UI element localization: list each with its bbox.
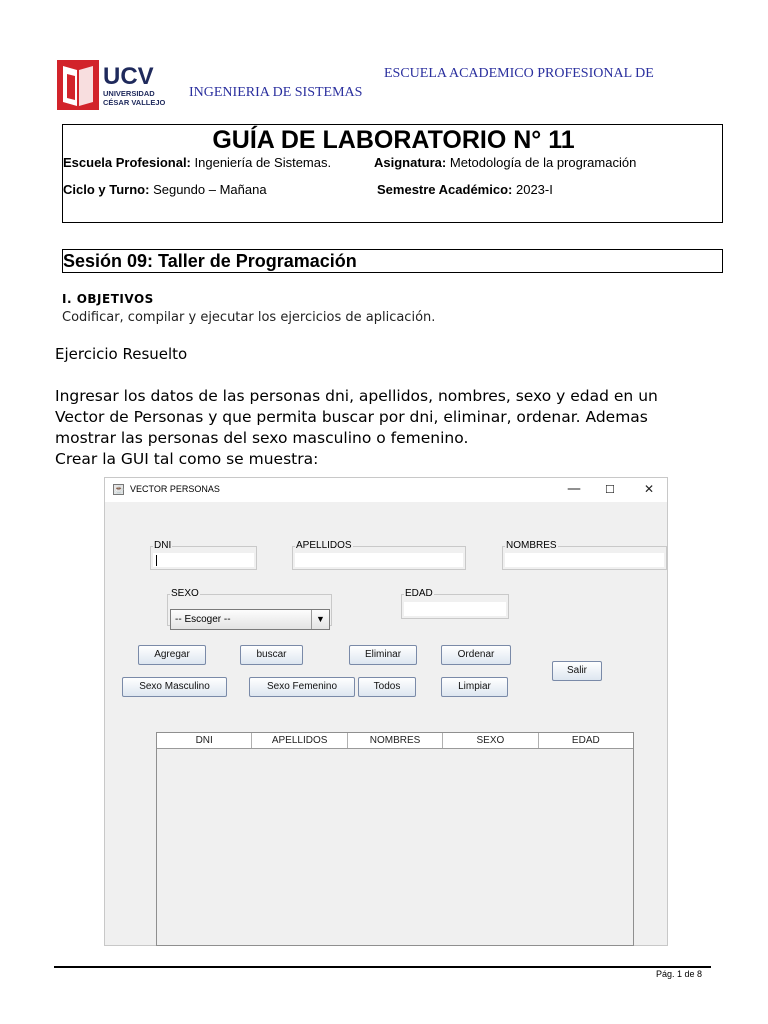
edad-field bbox=[401, 589, 509, 619]
asignatura-value: Metodología de la programación bbox=[449, 155, 637, 170]
paragraph-line: mostrar las personas del sexo masculino o femenino. bbox=[55, 429, 469, 447]
asignatura-row bbox=[374, 155, 636, 170]
eliminar-button[interactable]: Eliminar bbox=[349, 645, 417, 665]
java-icon: ☕ bbox=[114, 485, 124, 494]
nombres-input[interactable] bbox=[505, 553, 664, 567]
column-header-nombres[interactable]: NOMBRES bbox=[348, 733, 443, 748]
dni-input[interactable] bbox=[153, 553, 254, 567]
ciclo-label: Ciclo y Turno: bbox=[63, 182, 150, 197]
ciclo-row bbox=[63, 182, 267, 197]
objectives-heading: I. OBJETIVOS bbox=[62, 292, 154, 306]
session-title: Sesión 09: Taller de Programación bbox=[62, 249, 723, 273]
edad-label: EDAD bbox=[405, 588, 433, 599]
ucv-logo bbox=[57, 60, 169, 110]
gui-window bbox=[104, 477, 668, 946]
guide-title: GUÍA DE LABORATORIO N° 11 bbox=[212, 126, 575, 154]
column-header-dni[interactable]: DNI bbox=[157, 733, 252, 748]
semestre-label: Semestre Académico: bbox=[377, 182, 513, 197]
window-title: VECTOR PERSONAS bbox=[130, 484, 220, 494]
personas-table[interactable] bbox=[156, 732, 634, 946]
dni-field bbox=[150, 541, 257, 570]
objectives-text: Codificar, compilar y ejecutar los ejercicios de aplicación. bbox=[62, 310, 436, 325]
exercise-description bbox=[55, 386, 745, 470]
column-header-apellidos[interactable]: APELLIDOS bbox=[252, 733, 347, 748]
text-caret bbox=[156, 555, 157, 566]
logo-sub2: CÉSAR VALLEJO bbox=[103, 98, 166, 107]
nombres-label: NOMBRES bbox=[506, 540, 557, 551]
salir-button[interactable]: Salir bbox=[552, 661, 602, 681]
semestre-row bbox=[377, 182, 553, 197]
window-titlebar[interactable] bbox=[105, 478, 667, 502]
sexo-femenino-button[interactable]: Sexo Femenino bbox=[249, 677, 355, 697]
apellidos-input[interactable] bbox=[295, 553, 463, 567]
ciclo-value: Segundo – Mañana bbox=[153, 182, 267, 197]
paragraph-line: Crear la GUI tal como se muestra: bbox=[55, 450, 319, 468]
logo-text: UCV bbox=[103, 63, 154, 90]
apellidos-label: APELLIDOS bbox=[296, 540, 352, 551]
school-line1: ESCUELA ACADEMICO PROFESIONAL DE bbox=[384, 66, 654, 81]
agregar-button[interactable]: Agregar bbox=[138, 645, 206, 665]
page-number: Pág. 1 de 8 bbox=[656, 969, 703, 979]
sexo-field bbox=[167, 589, 332, 626]
escuela-value: Ingeniería de Sistemas. bbox=[194, 155, 332, 170]
sexo-select[interactable] bbox=[170, 609, 330, 630]
exercise-title: Ejercicio Resuelto bbox=[55, 345, 188, 363]
table-header bbox=[157, 733, 633, 749]
column-header-sexo[interactable]: SEXO bbox=[443, 733, 538, 748]
close-icon[interactable]: ✕ bbox=[644, 482, 655, 496]
escuela-label: Escuela Profesional: bbox=[63, 155, 191, 170]
column-header-edad[interactable]: EDAD bbox=[571, 735, 600, 746]
paragraph-line: Vector de Personas y que permita buscar por dni, eliminar, ordenar. Ademas bbox=[55, 408, 648, 426]
school-line2: INGENIERIA DE SISTEMAS bbox=[189, 85, 363, 100]
chevron-down-icon[interactable]: ▼ bbox=[311, 610, 329, 629]
sexo-select-value: -- Escoger -- bbox=[175, 614, 231, 625]
limpiar-button[interactable]: Limpiar bbox=[441, 677, 508, 697]
ordenar-button[interactable]: Ordenar bbox=[441, 645, 511, 665]
apellidos-field bbox=[292, 541, 466, 570]
maximize-icon[interactable]: ☐ bbox=[605, 483, 615, 496]
nombres-field bbox=[502, 541, 667, 570]
sexo-label: SEXO bbox=[171, 588, 199, 599]
asignatura-label: Asignatura: bbox=[374, 155, 447, 170]
sexo-masculino-button[interactable]: Sexo Masculino bbox=[122, 677, 227, 697]
edad-input[interactable] bbox=[404, 602, 506, 616]
paragraph-line: Ingresar los datos de las personas dni, apellidos, nombres, sexo y edad en un bbox=[55, 387, 658, 405]
escuela-row bbox=[63, 155, 331, 170]
logo-sub1: UNIVERSIDAD bbox=[103, 89, 155, 98]
todos-button[interactable]: Todos bbox=[358, 677, 416, 697]
dni-label: DNI bbox=[154, 540, 172, 551]
semestre-value: 2023-I bbox=[515, 182, 553, 197]
guide-header-box bbox=[62, 124, 723, 223]
footer-divider bbox=[54, 966, 711, 968]
minimize-icon[interactable]: — bbox=[567, 481, 581, 497]
buscar-button[interactable]: buscar bbox=[240, 645, 303, 665]
